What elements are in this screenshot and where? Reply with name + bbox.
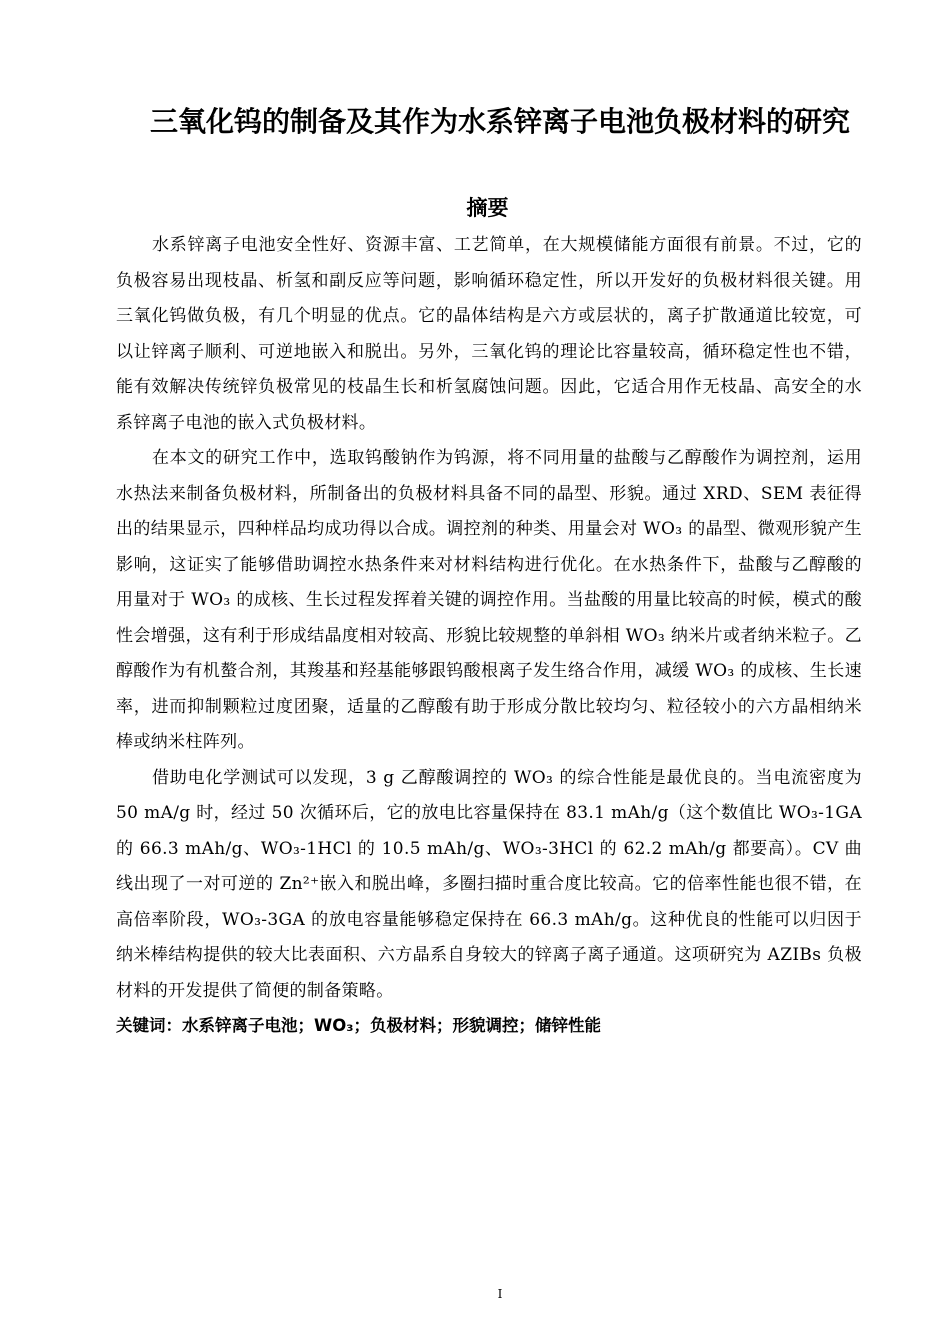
- abstract-heading: 摘要: [466, 196, 509, 220]
- page-number: I: [497, 1287, 503, 1301]
- abstract-paragraph-1: 水系锌离子电池安全性好、资源丰富、工艺简单，在大规模储能方面很有前景。不过，它的负极容易出现枝晶、析氢和副反应等问题，影响循环稳定性，所以开发好的负极材料很关键。用三氧化钨做负极，有几个明显的优点。它的晶体结构是六方或层状的，离子扩散通道比较宽，可以让锌离子顺利、可逆地嵌入和脱出。另外，三氧化钨的理论比容量较高，循环稳定性也不错，能有效解决传统锌负极常见的枝晶生长和析氢腐蚀问题。因此，它适合用作无枝晶、高安全的水系锌离子电池的嵌入式负极材料。: [116, 235, 862, 433]
- abstract-paragraph-2: 在本文的研究工作中，选取钨酸钠作为钨源，将不同用量的盐酸与乙醇酸作为调控剂，运用水热法来制备负极材料，所制备出的负极材料具备不同的晶型、形貌。通过 XRD、SEM 表征得出的结果显示，四种样品均成功得以合成。调控剂的种类、用量会对 WO₃ 的晶型、微观形貌产生影响，这证实了能够借助调控水热条件来对材料结构进行优化。在水热条件下，盐酸与乙醇酸的用量对于 WO₃ 的成核、生长过程发挥着关键的调控作用。当盐酸的用量比较高的时候，模式的酸性会增强，这有利于形成结晶度相对较高、形貌比较规整的单斜相 WO₃ 纳米片或者纳米粒子。乙醇酸作为有机螯合剂，其羧基和羟基能够跟钨酸根离子发生络合作用，减缓 WO₃ 的成核、生长速率，进而抑制颗粒过度团聚，适量的乙醇酸有助于形成分散比较均匀、粒径较小的六方晶相纳米棒或纳米柱阵列。: [116, 448, 862, 752]
- abstract-body: [116, 228, 862, 1041]
- abstract-paragraph-3: 借助电化学测试可以发现，3 g 乙醇酸调控的 WO₃ 的综合性能是最优良的。当电流密度为 50 mA/g 时，经过 50 次循环后，它的放电比容量保持在 83.1 mAh/g（这个数值比 WO₃-1GA 的 66.3 mAh/g、WO₃-1HCl 的 10.5 mAh/g、WO₃-3HCl 的 62.2 mAh/g 都要高）。CV 曲线出现了一对可逆的 Zn²⁺嵌入和脱出峰，多圈扫描时重合度比较高。它的倍率性能也很不错，在高倍率阶段，WO₃-3GA 的放电容量能够稳定保持在 66.3 mAh/g。这种优良的性能可以归因于纳米棒结构提供的较大比表面积、六方晶系自身较大的锌离子离子通道。这项研究为 AZIBs 负极材料的开发提供了简便的制备策略。: [116, 767, 862, 1001]
- document-title: 三氧化钨的制备及其作为水系锌离子电池负极材料的研究: [150, 105, 851, 138]
- keywords-line: 关键词：水系锌离子电池；WO₃；负极材料；形貌调控；储锌性能: [116, 1016, 601, 1035]
